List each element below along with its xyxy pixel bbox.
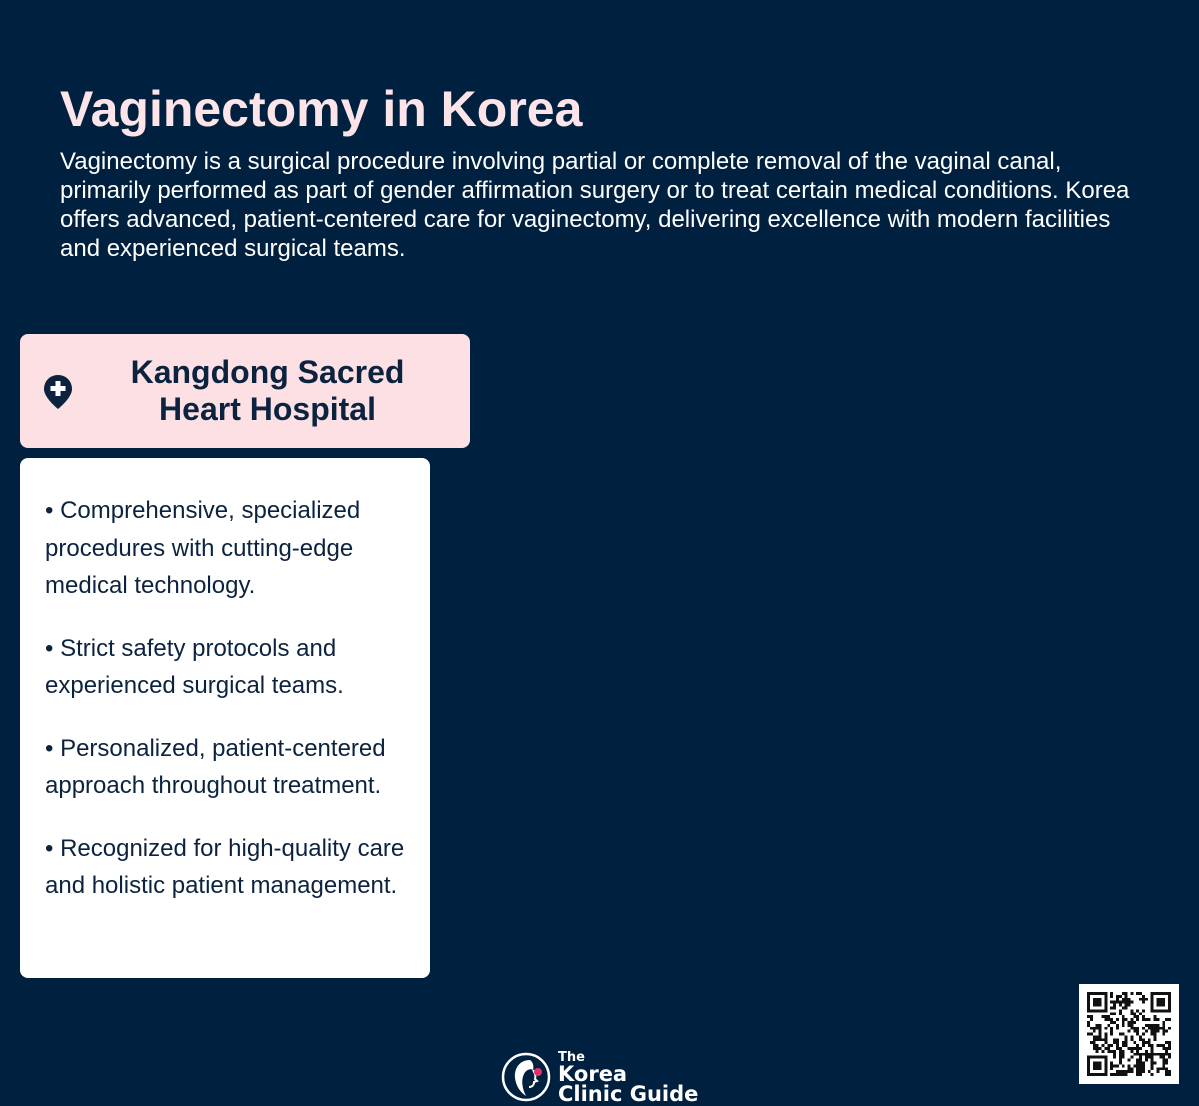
qr-code[interactable] [1079, 984, 1179, 1084]
features-card [20, 458, 430, 978]
woman-profile-icon [500, 1050, 552, 1102]
page-title: Vaginectomy in Korea [60, 81, 583, 137]
logo-clinic-guide-text: Clinic Guide [558, 1082, 699, 1106]
korea-clinic-guide-logo[interactable] [500, 1048, 700, 1104]
clinic-name: Kangdong Sacred Heart Hospital [130, 354, 405, 427]
feature-item: • Strict safety protocols and experienced surgical teams. [45, 634, 344, 699]
logo-the-text: The [558, 1050, 585, 1065]
feature-item: • Personalized, patient-centered approach throughout treatment. [45, 734, 386, 799]
feature-item: • Recognized for high-quality care and holistic patient management. [45, 834, 405, 899]
hospital-pin-icon [43, 374, 73, 410]
logo-korea-text: Korea [558, 1062, 628, 1086]
clinic-header-card [20, 334, 470, 448]
intro-paragraph: Vaginectomy is a surgical procedure involving partial or complete removal of the vaginal canal, primarily performed as part of gender affirmation surgery or to treat certain medical conditions. Korea offers advanced, patient-centered care for vaginectomy, delivering excellence with modern facilities and experienced surgical teams. [60, 148, 1130, 262]
qr-code-icon [1087, 992, 1171, 1076]
feature-item: • Comprehensive, specialized procedures with cutting-edge medical technology. [45, 497, 361, 599]
